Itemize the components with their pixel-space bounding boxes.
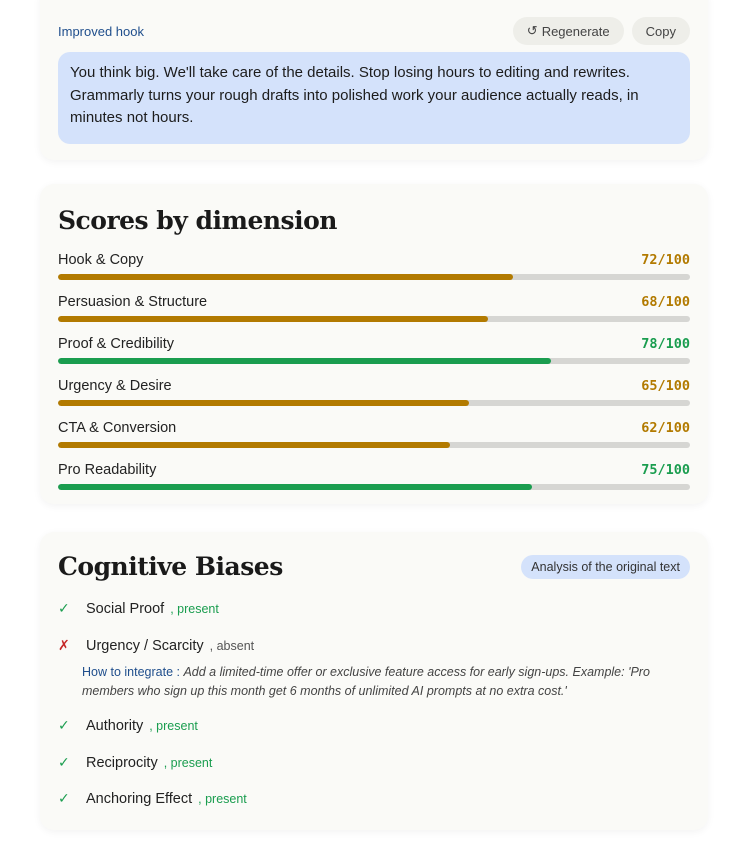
cross-icon: ✗ — [58, 637, 70, 653]
cognitive-biases-card — [40, 532, 708, 830]
bias-name: Urgency / Scarcity — [86, 638, 204, 654]
score-row — [58, 460, 690, 496]
improved-hook-card — [40, 0, 708, 160]
bias-item — [58, 717, 690, 739]
score-name: CTA & Conversion — [58, 420, 177, 436]
score-name: Urgency & Desire — [58, 378, 172, 394]
check-icon: ✓ — [58, 790, 70, 806]
check-icon: ✓ — [58, 600, 70, 616]
bias-name: Anchoring Effect — [86, 791, 193, 807]
bias-name: Social Proof — [86, 601, 165, 617]
score-value: 62/100 — [641, 420, 690, 436]
analysis-badge: Analysis of the original text — [521, 555, 690, 579]
bias-item — [58, 637, 690, 701]
hook-label: Improved hook — [58, 23, 144, 39]
score-value: 68/100 — [641, 294, 690, 310]
score-row — [58, 418, 690, 454]
score-value: 75/100 — [641, 462, 690, 478]
bias-name: Authority — [86, 718, 144, 734]
check-icon: ✓ — [58, 717, 70, 733]
score-bar-fill — [58, 358, 551, 364]
bias-status: , present — [170, 602, 219, 616]
scores-title: Scores by dimension — [58, 206, 337, 235]
score-bar-track — [58, 358, 690, 364]
biases-title: Cognitive Biases — [58, 552, 283, 581]
score-bar-fill — [58, 274, 513, 280]
bias-item — [58, 600, 690, 622]
score-bar-fill — [58, 442, 450, 448]
bias-name: Reciprocity — [86, 755, 158, 771]
score-row — [58, 334, 690, 370]
score-bar-track — [58, 274, 690, 280]
score-bar-fill — [58, 400, 469, 406]
score-name: Persuasion & Structure — [58, 294, 208, 310]
hook-header — [58, 16, 690, 46]
score-bar-fill — [58, 316, 488, 322]
integration-hint — [82, 663, 690, 701]
score-name: Pro Readability — [58, 462, 157, 478]
hint-text: Add a limited-time offer or exclusive feature access for early sign-ups. Example: 'Pro members who sign up this month get 6 months of unlimited AI prompts at no extra cost.' — [82, 665, 650, 698]
score-row — [58, 292, 690, 328]
score-bar-fill — [58, 484, 532, 490]
scores-card — [40, 184, 708, 504]
bias-status: , present — [198, 792, 247, 806]
bias-status: , present — [149, 719, 198, 733]
hook-text: You think big. We'll take care of the details. Stop losing hours to editing and rewrites. Grammarly turns your rough drafts into polished work your audience actually reads, in minutes not hours. — [58, 52, 690, 144]
score-bar-track — [58, 484, 690, 490]
hint-label: How to integrate : — [82, 665, 180, 679]
score-value: 72/100 — [641, 252, 690, 268]
score-bar-track — [58, 400, 690, 406]
bias-status: , absent — [209, 639, 255, 653]
score-row — [58, 250, 690, 286]
bias-item — [58, 754, 690, 776]
score-row — [58, 376, 690, 412]
bias-item — [58, 790, 690, 812]
hook-actions — [513, 17, 690, 45]
regenerate-label: Regenerate — [541, 23, 610, 39]
copy-button[interactable]: Copy — [632, 17, 690, 45]
score-value: 65/100 — [641, 378, 690, 394]
check-icon: ✓ — [58, 754, 70, 770]
score-bar-track — [58, 316, 690, 322]
score-bar-track — [58, 442, 690, 448]
bias-status: , present — [163, 756, 213, 770]
score-name: Proof & Credibility — [58, 336, 175, 352]
regenerate-button[interactable] — [513, 17, 624, 45]
score-value: 78/100 — [641, 336, 690, 352]
score-name: Hook & Copy — [58, 252, 144, 268]
refresh-icon: ↺ — [526, 23, 538, 38]
